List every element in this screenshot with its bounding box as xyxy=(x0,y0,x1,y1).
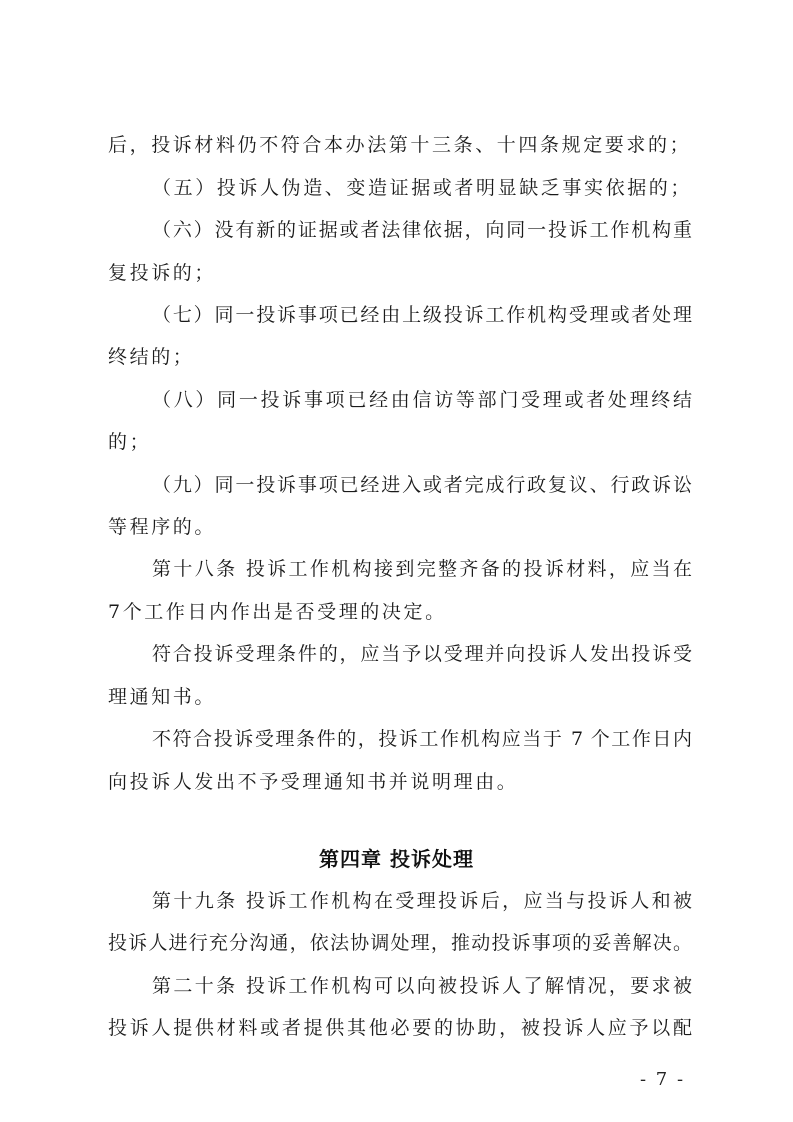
page-number: - 7 - xyxy=(640,1069,686,1090)
text-line: （九）同一投诉事项已经进入或者完成行政复议、行政诉讼 xyxy=(152,474,692,496)
text-line: 投诉人提供材料或者提供其他必要的协助，被投诉人应予以配 xyxy=(108,1017,692,1039)
text-line: 复投诉的； xyxy=(108,262,217,284)
text-line: 不符合投诉受理条件的，投诉工作机构应当于 7 个工作日内 xyxy=(152,728,692,750)
text-line: 7个工作日内作出是否受理的决定。 xyxy=(108,601,447,623)
text-line: 终结的； xyxy=(108,346,195,368)
text-line: 等程序的。 xyxy=(108,516,217,538)
text-line: （八）同一投诉事项已经由信访等部门受理或者处理终结 xyxy=(152,389,692,411)
text-line: 符合投诉受理条件的，应当予以受理并向投诉人发出投诉受 xyxy=(152,643,692,665)
chapter-heading: 第四章 投诉处理 xyxy=(319,847,474,871)
text-line: 的； xyxy=(108,431,152,453)
text-line: 理通知书。 xyxy=(108,686,217,708)
text-line: （六）没有新的证据或者法律依据，向同一投诉工作机构重 xyxy=(152,219,692,241)
text-line: 第十九条 投诉工作机构在受理投诉后，应当与投诉人和被 xyxy=(152,890,692,912)
text-line: （七）同一投诉事项已经由上级投诉工作机构受理或者处理 xyxy=(152,304,692,326)
text-line: （五）投诉人伪造、变造证据或者明显缺乏事实依据的； xyxy=(152,177,693,199)
text-line: 后，投诉材料仍不符合本办法第十三条、十四条规定要求的； xyxy=(108,134,692,156)
text-line: 第二十条 投诉工作机构可以向被投诉人了解情况，要求被 xyxy=(152,975,692,997)
text-line: 向投诉人发出不予受理通知书并说明理由。 xyxy=(108,771,519,793)
text-line: 投诉人进行充分沟通，依法协调处理，推动投诉事项的妥善解决。 xyxy=(108,932,692,954)
text-line: 第十八条 投诉工作机构接到完整齐备的投诉材料，应当在 xyxy=(152,558,692,580)
